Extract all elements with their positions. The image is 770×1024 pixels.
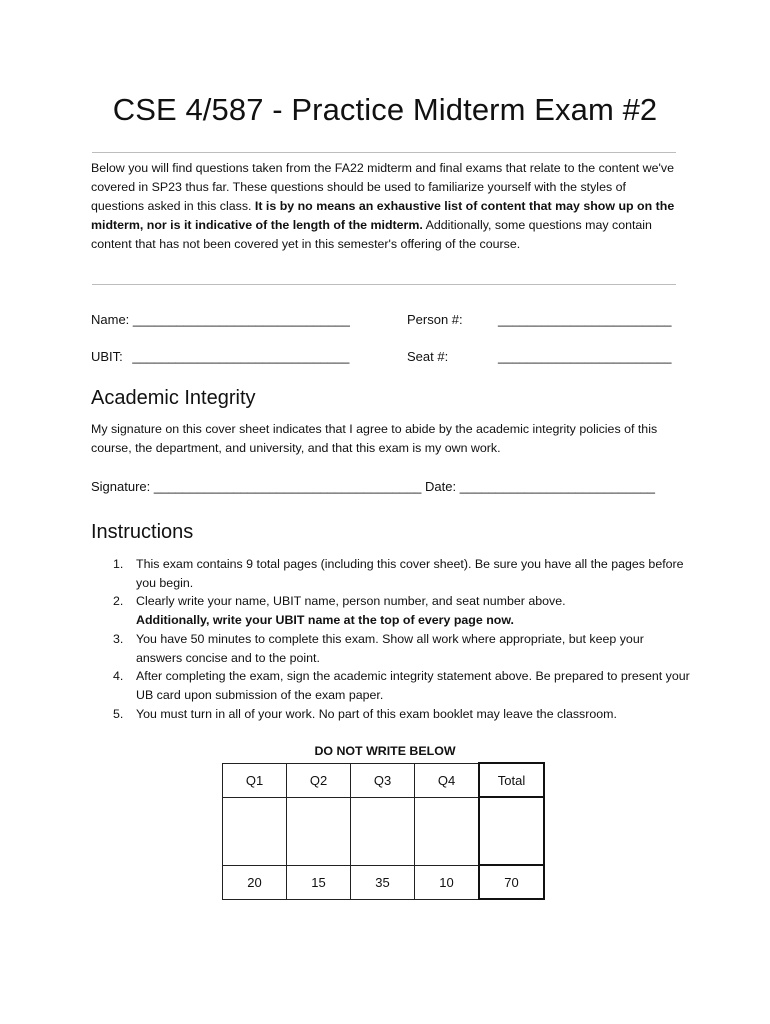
instructions-heading: Instructions xyxy=(91,521,194,543)
score-entry-total-cell[interactable] xyxy=(479,797,544,865)
date-blank-line[interactable]: ___________________________ xyxy=(459,479,655,494)
score-header-total-cell: Total xyxy=(479,763,544,797)
score-points-cell: 35 xyxy=(351,865,415,899)
ubit-field[interactable] xyxy=(91,349,349,364)
instruction-item: 5. You must turn in all of your work. No part of this exam booklet may leave the classroom. xyxy=(113,706,617,721)
signature-label: Signature: xyxy=(91,479,151,494)
person-number-field[interactable] xyxy=(498,312,672,327)
score-table-points-row xyxy=(223,865,545,899)
score-header-cell: Q1 xyxy=(223,763,287,797)
instructions-list xyxy=(91,555,691,723)
score-table-entry-row xyxy=(223,797,545,865)
intro-text-1: Below you will find questions taken from the FA22 midterm and final exams that relate to the content we've covered in SP23 thus far. These questions should be used to familiarize yourself with the styles of questions asked in this class. xyxy=(91,161,674,213)
person-number-blank-line[interactable]: ________________________ xyxy=(498,312,672,327)
page-title: CSE 4/587 - Practice Midterm Exam #2 xyxy=(112,92,658,127)
intro-bold-text: It is by no means an exhaustive list of content that may show up on the midterm, nor is it indicative of the length of the midterm. xyxy=(91,199,675,232)
score-points-cell: 15 xyxy=(287,865,351,899)
score-entry-cell[interactable] xyxy=(351,797,415,865)
person-number-label-field xyxy=(407,312,463,327)
seat-number-blank-line[interactable]: ________________________ xyxy=(498,349,672,364)
name-label: Name: xyxy=(91,312,130,327)
ubit-label: UBIT: xyxy=(91,349,123,364)
academic-integrity-heading: Academic Integrity xyxy=(91,387,256,409)
instruction-item: 2. Clearly write your name, UBIT name, person number, and seat number above. Additionally, write your UBIT name at the top of every page now. xyxy=(113,594,566,628)
score-points-cell: 20 xyxy=(223,865,287,899)
person-number-label: Person #: xyxy=(407,312,463,327)
seat-number-label: Seat #: xyxy=(407,349,449,364)
score-header-cell: Q3 xyxy=(351,763,415,797)
instruction-item: 1. This exam contains 9 total pages (including this cover sheet). Be sure you have all the pages before you begin. xyxy=(113,557,684,590)
score-entry-cell[interactable] xyxy=(223,797,287,865)
score-entry-cell[interactable] xyxy=(287,797,351,865)
title-divider xyxy=(92,152,676,153)
seat-number-label-field xyxy=(407,349,448,364)
instruction-bold-text: Additionally, write your UBIT name at the top of every page now. xyxy=(136,613,514,628)
signature-field[interactable] xyxy=(91,479,655,494)
score-entry-cell[interactable] xyxy=(415,797,480,865)
do-not-write-caption: DO NOT WRITE BELOW xyxy=(314,744,456,758)
name-blank-line[interactable]: ______________________________ xyxy=(132,312,350,327)
signature-blank-line[interactable]: _____________________________________ xyxy=(153,479,422,494)
intro-divider xyxy=(92,284,676,285)
score-header-cell: Q4 xyxy=(415,763,480,797)
instruction-item: 3. You have 50 minutes to complete this exam. Show all work where appropriate, but keep your answers concise and to the point. xyxy=(113,631,644,665)
intro-text-2: Additionally, some questions may contain content that has not been covered yet in this semester's offering of the course. xyxy=(91,218,652,251)
intro-paragraph xyxy=(91,159,681,254)
name-field[interactable] xyxy=(91,312,350,327)
score-table xyxy=(222,762,545,900)
score-points-total-cell: 70 xyxy=(479,865,544,899)
ubit-blank-line[interactable]: ______________________________ xyxy=(132,349,350,364)
academic-integrity-text: My signature on this cover sheet indicates that I agree to abide by the academic integrity policies of this course, the department, and university, and that this exam is my own work. xyxy=(91,422,658,455)
date-label: Date: xyxy=(425,479,457,494)
score-points-cell: 10 xyxy=(415,865,480,899)
instruction-item: 4. After completing the exam, sign the academic integrity statement above. Be prepared to present your UB card upon submission of the exam paper. xyxy=(113,669,690,702)
score-table-header-row xyxy=(223,763,545,797)
seat-number-field[interactable] xyxy=(498,349,672,364)
score-header-cell: Q2 xyxy=(287,763,351,797)
